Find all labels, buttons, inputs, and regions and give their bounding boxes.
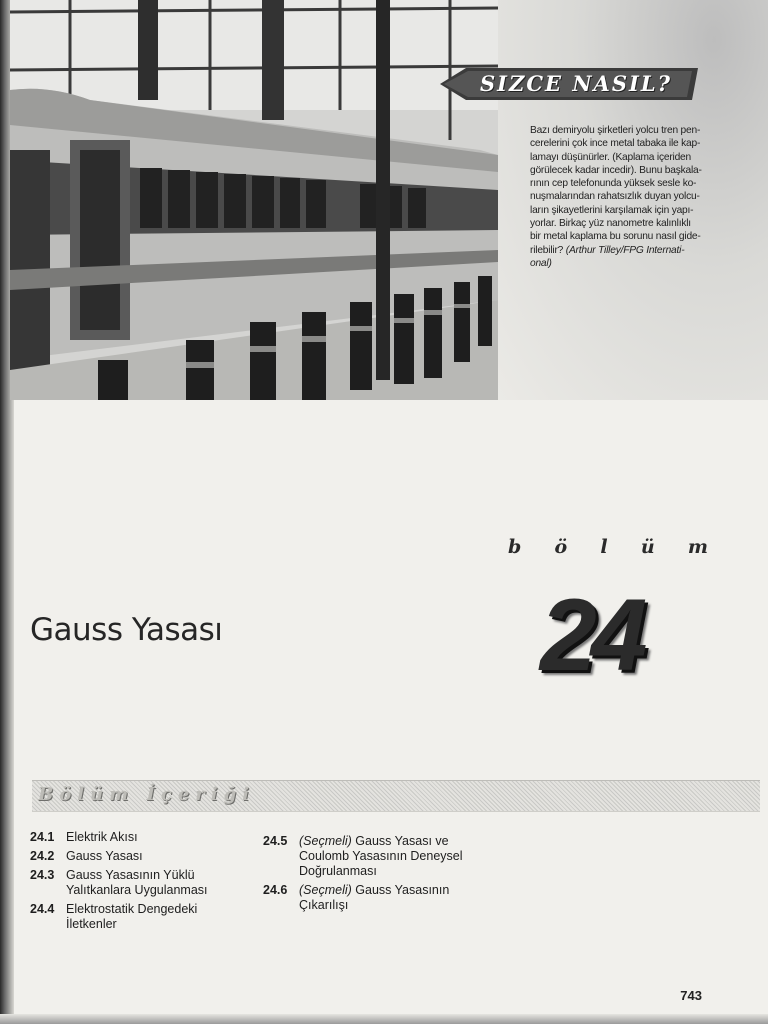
toc-section-number: 24.5	[263, 834, 288, 848]
toc-line: Elektrostatik Dengedeki	[66, 902, 198, 916]
toc-section-title	[66, 830, 138, 845]
toc-section-number: 24.3	[30, 868, 55, 882]
caption-line: cerelerini çok ince metal tabaka ile kap-	[530, 138, 701, 150]
sizce-nasil-banner	[440, 68, 698, 100]
toc-item[interactable]	[263, 834, 493, 879]
caption-line: ların şikayetlerini karşılamak için yapı-	[530, 204, 694, 216]
caption-line: Bazı demiryolu şirketleri yolcu tren pen-	[530, 125, 701, 136]
toc-item[interactable]	[30, 902, 245, 932]
toc-item[interactable]	[263, 883, 493, 913]
toc-section-title	[299, 883, 449, 913]
toc-line: Elektrik Akısı	[66, 830, 138, 844]
toc-line: İletkenler	[66, 917, 117, 931]
caption-line: bir metal kaplama bu sorunu nasıl gide-	[530, 231, 701, 243]
page-number: 743	[680, 988, 702, 1003]
toc-line	[299, 883, 449, 898]
caption-line: rının cep telefonunda yüksek sesle ko-	[530, 178, 697, 190]
chapter-word-letter: l	[600, 536, 608, 558]
photo-credit: (Arthur Tilley/FPG Internati-	[565, 244, 685, 256]
toc-left-column	[30, 830, 245, 936]
caption-line: lamayı düşünürler. (Kaplama içeriden	[530, 151, 691, 163]
toc-line: Çıkarılışı	[299, 898, 349, 912]
banner-title: SIZCE NASIL?	[480, 71, 672, 96]
optional-tag: (Seçmeli)	[299, 834, 352, 848]
train-photo	[10, 0, 498, 400]
chapter-word-letter: ö	[554, 536, 568, 558]
toc-line-text: Gauss Yasasının	[351, 883, 450, 897]
toc-line: Gauss Yasası	[66, 849, 143, 863]
toc-section-title	[66, 849, 143, 864]
toc-section-title	[299, 834, 463, 879]
optional-tag: (Seçmeli)	[299, 883, 352, 897]
toc-section-number: 24.1	[30, 830, 55, 844]
page-bottom-edge	[0, 1014, 768, 1024]
chapter-word-letter: ü	[640, 536, 655, 558]
contents-label: Bölüm İçeriği	[38, 784, 256, 805]
toc-item[interactable]	[30, 868, 245, 898]
chapter-number: 24	[540, 578, 642, 692]
caption-line: yorlar. Birkaç yüz nanometre kalınlıklı	[530, 218, 691, 230]
toc-section-title	[66, 868, 208, 898]
toc-line	[299, 834, 463, 849]
toc-line: Coulomb Yasasının Deneysel	[299, 849, 463, 863]
toc-section-title	[66, 902, 197, 932]
chapter-word	[508, 536, 708, 558]
toc-section-number: 24.2	[30, 849, 55, 863]
chapter-word-letter: m	[687, 536, 708, 558]
toc-right-column	[263, 834, 493, 917]
photo-credit: onal)	[530, 257, 552, 269]
caption-line-with-credit	[530, 230, 716, 243]
toc-line: Yalıtkanlara Uygulanması	[66, 883, 208, 897]
chapter-word-letter: b	[508, 536, 522, 558]
toc-section-number: 24.4	[30, 902, 55, 916]
caption-line-with-credit	[530, 244, 716, 257]
toc-line: Doğrulanması	[299, 864, 377, 878]
contents-header-bar	[32, 780, 760, 812]
toc-item[interactable]	[30, 849, 245, 864]
toc-section-number: 24.6	[263, 883, 288, 897]
caption-line: rilebilir?	[530, 244, 564, 256]
chapter-title: Gauss Yasası	[30, 612, 223, 648]
toc-item[interactable]	[30, 830, 245, 845]
toc-line: Gauss Yasasının Yüklü	[66, 868, 195, 882]
caption-line: nuşmalarından rahatsızlık duyan yolcu-	[530, 191, 700, 203]
caption-line: görülecek kadar incedir). Bunu başkala-	[530, 164, 702, 176]
toc-line-text: Gauss Yasası ve	[351, 834, 449, 848]
photo-caption	[530, 124, 716, 270]
